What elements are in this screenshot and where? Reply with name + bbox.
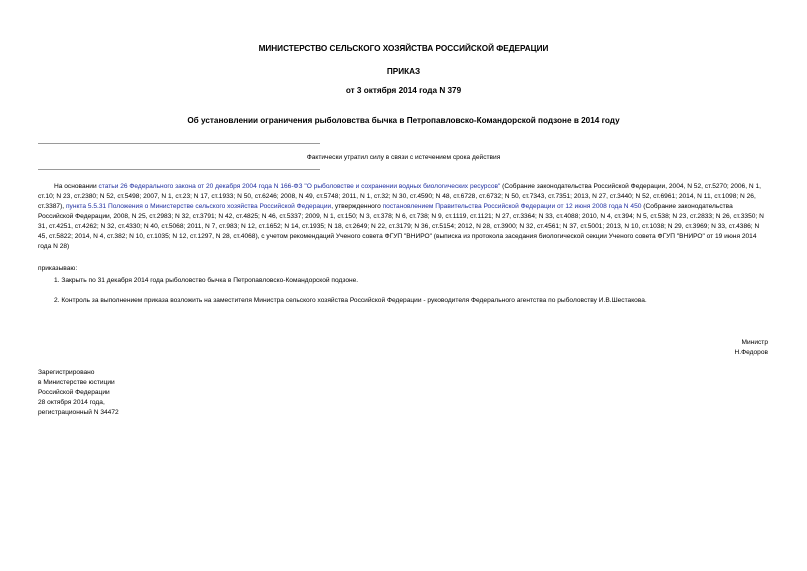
document-date: от 3 октября 2014 года N 379 bbox=[345, 86, 462, 95]
validity-status: Фактически утратил силу в связи с истечением срока действия bbox=[306, 154, 501, 161]
regulation-link[interactable]: пункта 5.5.31 Положения о Министерстве сельского хозяйства Российской Федерации bbox=[65, 203, 332, 210]
signature-position: Министр bbox=[741, 339, 768, 346]
registration-line-5: регистрационный N 34472 bbox=[38, 409, 119, 416]
registration-line-4: 28 октября 2014 года, bbox=[38, 399, 105, 406]
divider-bottom bbox=[38, 169, 320, 170]
preamble-text-3: , утвержденного bbox=[331, 203, 383, 210]
order-item-1: 1. Закрыть по 31 декабря 2014 года рыболовство бычка в Петропавловско-Командорской подзоне. bbox=[54, 277, 359, 284]
registration-line-1: Зарегистрировано bbox=[38, 369, 95, 376]
preamble-text-4: (Собрание законодательства Российской Федерации, 2008, N 25, ст.2983; N 32, ст.3791; N 42, ст.4825; N 46, ст.5337; 2009, N 1, ст.150; N 3, ст.378; N 6, ст.738; N 9, ст.1119, ст.1121; N 27, ст.3364; N 33, ст.4088; 2010, N 4, ст.394; N 5, ст.538; N 23, ст.2833; N 26, ст.3350; N 31, ст.4251, ст.4262; N 32, ст.4330; N 40, ст.5068; 2011, N 7, ст.983; N 12, ст.1652; N 14, ст.1935; N 18, ст.2649; N 22, ст.3179; N 36, ст.5154; 2012, N 28, ст.3900; N 32, ст.4561; N 37, ст.5001; 2013, N 10, ст.1038; N 29, ст.3969; N 33, ст.4386; N 45, ст.5822; 2014, N 4, ст.382; N 10, ст.1035; N 12, ст.1297, N 28, ст.4068), с учетом рекомендаций Ученого совета ФГУП "ВНИРО" (выписка из протокола заседания биологической секции Ученого совета ФГУП "ВНИРО" от 19 июня 2014 года N 28) bbox=[38, 203, 764, 250]
registration-line-2: в Министерстве юстиции bbox=[38, 379, 115, 386]
registration-block bbox=[38, 368, 119, 418]
signature-name: Н.Федоров bbox=[734, 349, 768, 356]
ministry-heading: МИНИСТЕРСТВО СЕЛЬСКОГО ХОЗЯЙСТВА РОССИЙСКОЙ ФЕДЕРАЦИИ bbox=[258, 44, 549, 53]
document-type: ПРИКАЗ bbox=[386, 67, 421, 76]
orders-label: приказываю: bbox=[38, 265, 78, 272]
divider-top bbox=[38, 143, 320, 144]
preamble-paragraph bbox=[38, 182, 768, 252]
preamble bbox=[38, 182, 768, 252]
preamble-text-2: (Собрание законодательства Российской Федерации, 2004, N 52, ст.5270; 2006, N 1, ст.10; N 23, ст.2380; N 52, ст.5498; 2007, N 1, ст.23; N 17, ст.1933; N 50, ст.6246; 2008, N 49, ст.5748; 2011, N 1, ст.32; N 30, ст.4590; N 48, ст.6728, ст.6732; N 50, ст.7343, ст.7351; 2013, N 27, ст.3440; N 52, ст.6961; 2014, N 11, ст.1098; N 26, ст.3387), bbox=[38, 183, 761, 210]
order-item-2: 2. Контроль за выполнением приказа возложить на заместителя Министра сельского хозяйства Российской Федерации - руководителя Федерального агентства по рыболовству И.В.Шестакова. bbox=[54, 297, 647, 304]
registration-line-3: Российской Федерации bbox=[38, 389, 110, 396]
preamble-text-1: На основании bbox=[54, 183, 99, 190]
law-link[interactable]: статьи 26 Федерального закона от 20 декабря 2004 года N 166-ФЗ "О рыболовстве и сохранении водных биологических ресурсов" bbox=[98, 183, 501, 190]
resolution-link[interactable]: постановлением Правительства Российской Федерации от 12 июня 2008 года N 450 bbox=[382, 203, 642, 210]
signature-block bbox=[735, 338, 768, 358]
document-subject: Об установлении ограничения рыболовства бычка в Петропавловско-Командорской подзоне в 2014 году bbox=[187, 116, 620, 125]
